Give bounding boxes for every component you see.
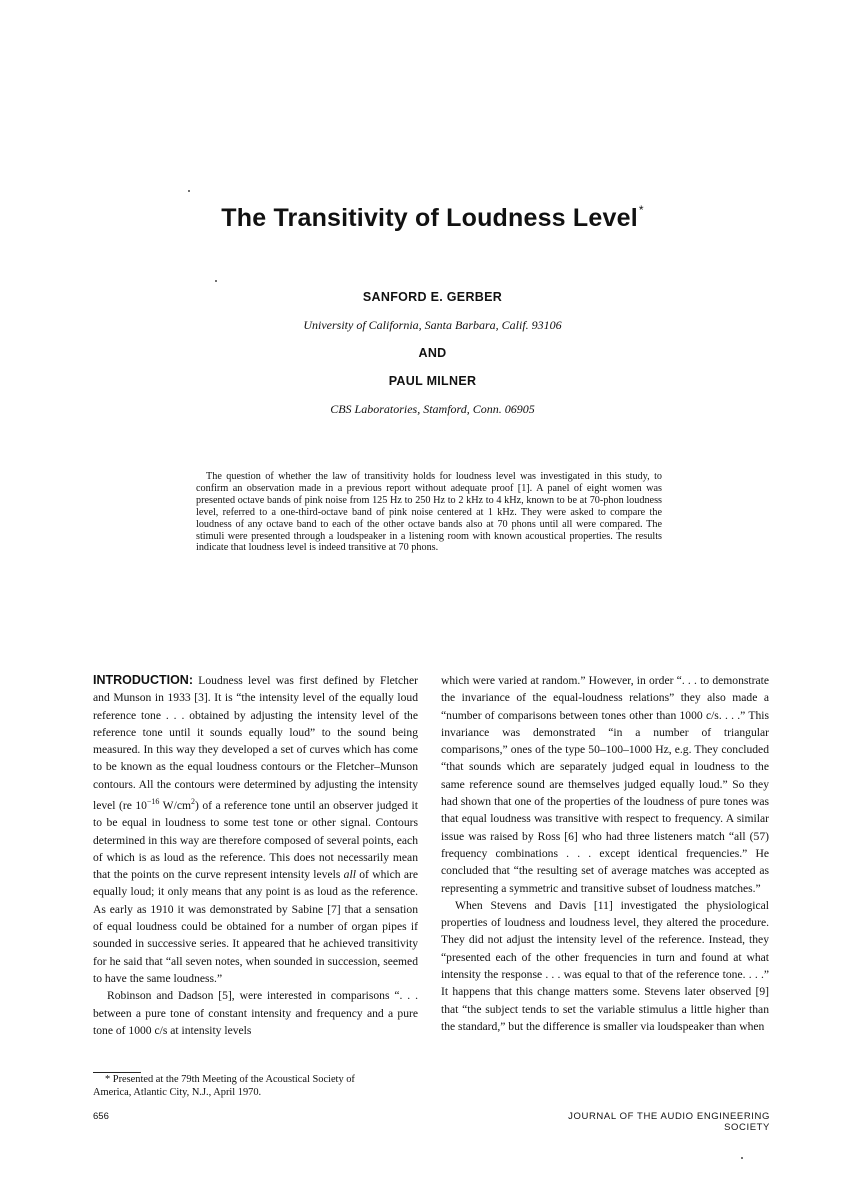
paper-title-text: The Transitivity of Loudness Level	[221, 204, 638, 232]
intro-paragraph	[93, 672, 418, 987]
body-paragraph: Robinson and Dadson [5], were interested in comparisons “. . . between a pure tone of constant intensity and frequency and a pure tone of 1000 c/s at intensity levels	[93, 989, 418, 1037]
journal-name: JOURNAL OF THE AUDIO ENGINEERING SOCIETY	[568, 1111, 770, 1133]
author-name-1: SANFORD E. GERBER	[362, 290, 503, 304]
emphasis: all	[343, 868, 356, 882]
text-run: of which are equally loud; it only means that any point is as loud as the reference. As early as 1910 it was demonstrated by Sabine [7] that a sensation of equal loudness could be obtained for a number of organ pipes if sounded in successive series. It appeared that he achieved transitivity for he said that “all seven notes, when sounded in succession, seemed to have the same loudness.”	[93, 868, 418, 985]
text-run: ) of a reference tone until an observer judged it to be equal in loudness to some test tone or other signal. Contours determined in this way are therefore composed of several points, each of which is as loud as the reference. This does not necessarily mean that the points on the curve represent intensity levels	[93, 798, 418, 882]
author-name-2: PAUL MILNER	[388, 374, 477, 388]
page-number: 656	[93, 1111, 109, 1122]
text-run: Loudness level was first defined by Fletcher and Munson in 1933 [3]. It is “the intensity level of the equally loud reference tone . . . obtained by adjusting the intensity level of the reference tone until it sounds equally loud” to the sound being measured. In this way they developed a set of curves which has come to be known as the equal loudness contours or the Fletcher–Munson contours. All the contours were determined by adjusting the intensity level (re 10	[93, 674, 418, 812]
scan-speck	[741, 1157, 743, 1159]
footnote: * Presented at the 79th Meeting of the Acoustical Society of America, Atlantic City, N.J., April 1970.	[93, 1074, 355, 1098]
body-column-left	[93, 672, 418, 1039]
author-affiliation-2: CBS Laboratories, Stamford, Conn. 06905	[330, 402, 535, 416]
exponent: −16	[146, 797, 160, 807]
body-paragraph: which were varied at random.” However, in order “. . . to demonstrate the invariance of the equal-loudness relations” they also made a “number of comparisons between tones other than 1000 c/s. . . .” This invariance was demonstrated “in a number of triangular comparisons,” ones of the type 50–100–1000 Hz, e.g. They concluded “that sounds which are separately judged equal in loudness to the same reference sound are themselves judged equally loud.” So they had shown that one of the properties of the loudness of pure tones was that equal loudness was transitive with respect to frequency. A similar issue was raised by Ross [6] who had three listeners match “all (57) frequency combinations . . . except identical frequencies.” He concluded that “the resulting set of average matches was accepted as representing a symmetric and transitive subset of loudness matches.”	[441, 674, 769, 895]
intro-heading: INTRODUCTION:	[93, 673, 193, 687]
exponent: 2	[191, 797, 196, 807]
scan-speck	[188, 190, 190, 192]
author-separator: AND	[418, 346, 447, 360]
body-paragraph: When Stevens and Davis [11] investigated the physiological properties of loudness and loudness level, they altered the procedure. They did not adjust the intensity level of the reference. Instead, they “presented each of the other frequencies in turn and found at what intensity the response . . . was equal to that of the reference tone. . . .” It happens that this change matters some. Stevens later observed [9] that “the subject tends to set the variable stimulus a little higher than the standard,” but the difference is smaller via loudspeaker than when	[441, 898, 769, 1033]
author-affiliation-1: University of California, Santa Barbara, Calif. 93106	[303, 318, 562, 332]
paper-title	[0, 203, 865, 233]
footnote-rule	[93, 1072, 141, 1073]
text-run: W/cm	[159, 798, 192, 812]
title-footnote-marker: *	[638, 203, 644, 217]
scan-speck	[215, 280, 217, 282]
body-column-right	[441, 672, 769, 1035]
abstract: The question of whether the law of transitivity holds for loudness level was investigated in this study, to confirm an observation made in a previous report without adequate proof [1]. A panel of eight women was presented octave bands of pink noise from 125 Hz to 250 Hz to 2 kHz to 4 kHz, known to be at 70-phon loudness level, referred to a one-third-octave band of pink noise centered at 1 kHz. They were asked to compare the loudness of any octave band to each of the other octave bands also at 70 phons until all were compared. The stimuli were presented through a loudspeaker in a listening room with known acoustical properties. The results indicate that loudness level is indeed transitive at 70 phons.	[196, 471, 662, 554]
